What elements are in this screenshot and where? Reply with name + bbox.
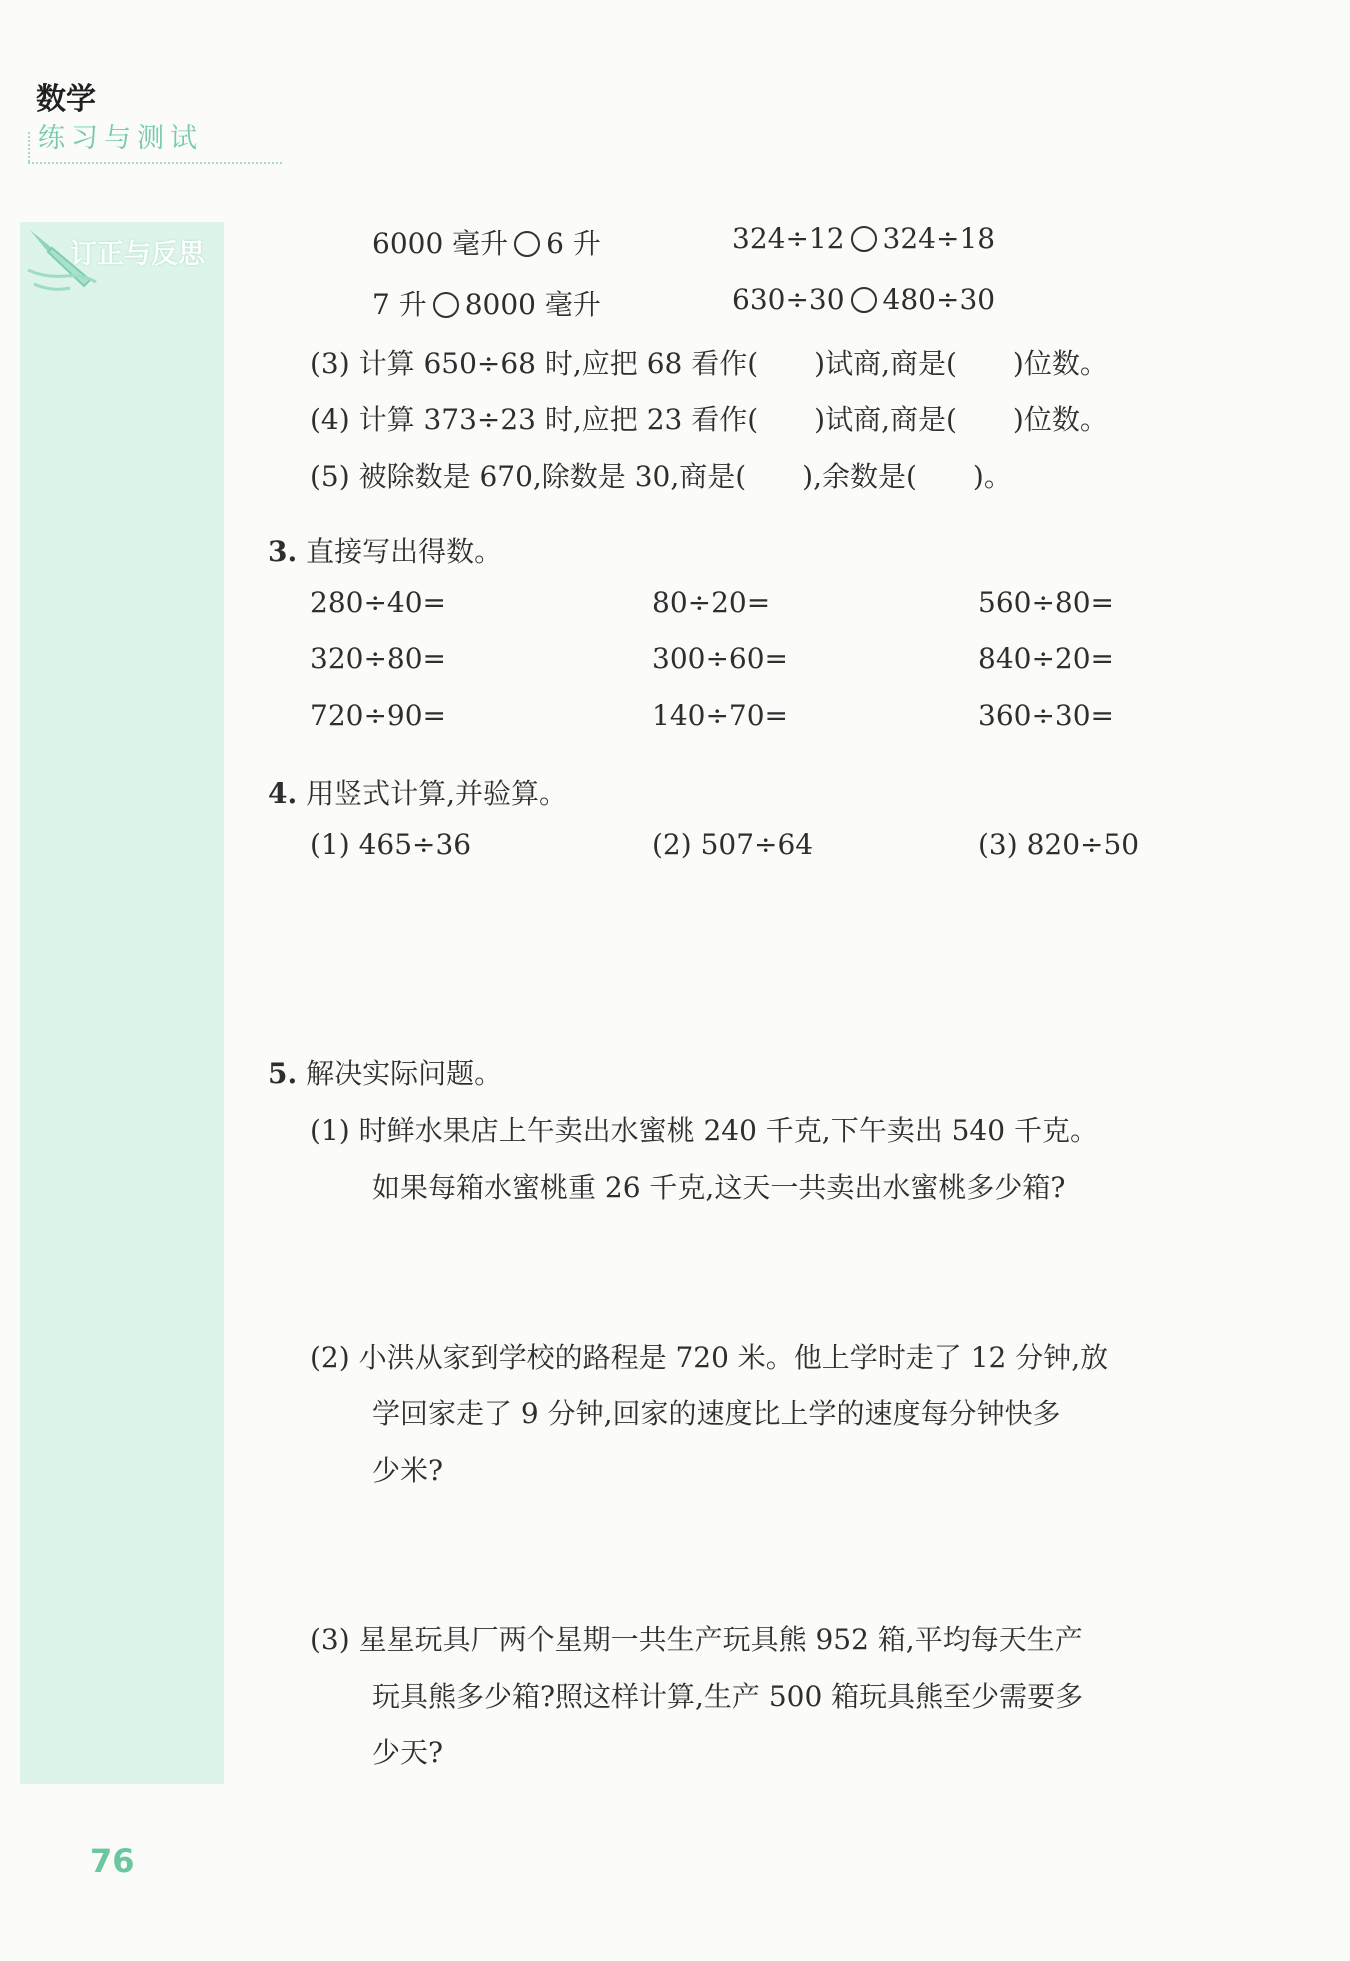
answer-circle[interactable] xyxy=(433,292,459,318)
compare-left: 324÷12 xyxy=(732,222,845,255)
word-problem-1-line: (1) 时鲜水果店上午卖出水蜜桃 240 千克,下午卖出 540 千克。 xyxy=(310,1114,1098,1147)
compare-item-4 xyxy=(732,283,995,316)
mental-math-item: 300÷60= xyxy=(652,642,788,675)
mental-math-item: 320÷80= xyxy=(310,642,446,675)
word-problem-3-line: 少天? xyxy=(372,1736,444,1769)
compare-right: 6 升 xyxy=(546,227,601,260)
question-title: 解决实际问题。 xyxy=(306,1057,503,1090)
question-title: 直接写出得数。 xyxy=(306,535,503,568)
vertical-calc-item: (3) 820÷50 xyxy=(978,828,1140,861)
answer-circle[interactable] xyxy=(514,231,540,257)
mental-math-item: 840÷20= xyxy=(978,642,1114,675)
question-5 xyxy=(268,1052,502,1092)
correction-sidebar xyxy=(20,222,224,1784)
question-number: 5. xyxy=(268,1057,298,1090)
mental-math-item: 560÷80= xyxy=(978,586,1114,619)
mental-math-item: 360÷30= xyxy=(978,699,1114,732)
compare-left: 6000 毫升 xyxy=(372,227,509,260)
mental-math-item: 720÷90= xyxy=(310,699,446,732)
vertical-calc-item: (1) 465÷36 xyxy=(310,828,472,861)
word-problem-1-line: 如果每箱水蜜桃重 26 千克,这天一共卖出水蜜桃多少箱? xyxy=(372,1171,1066,1204)
word-problem-3-line: 玩具熊多少箱?照这样计算,生产 500 箱玩具熊至少需要多 xyxy=(372,1680,1084,1713)
header-divider-vertical xyxy=(28,132,30,162)
word-problem-2-line: 少米? xyxy=(372,1454,444,1487)
page-number: 76 xyxy=(90,1842,135,1880)
fill-in-3: (3) 计算 650÷68 时,应把 68 看作( )试商,商是( )位数。 xyxy=(310,347,1108,380)
question-number: 3. xyxy=(268,535,298,568)
question-3 xyxy=(268,530,502,570)
mental-math-item: 80÷20= xyxy=(652,586,771,619)
header-divider xyxy=(28,162,282,164)
word-problem-2-line: 学回家走了 9 分钟,回家的速度比上学的速度每分钟快多 xyxy=(372,1397,1061,1430)
sidebar-badge: 订正与反思 xyxy=(70,239,205,270)
compare-left: 630÷30 xyxy=(732,283,845,316)
compare-item-3 xyxy=(372,283,601,323)
word-problem-2-line: (2) 小洪从家到学校的路程是 720 米。他上学时走了 12 分钟,放 xyxy=(310,1341,1109,1374)
mental-math-item: 280÷40= xyxy=(310,586,446,619)
compare-right: 324÷18 xyxy=(882,222,996,255)
fill-in-4: (4) 计算 373÷23 时,应把 23 看作( )试商,商是( )位数。 xyxy=(310,403,1108,436)
compare-item-2 xyxy=(732,222,995,255)
vertical-calc-item: (2) 507÷64 xyxy=(652,828,814,861)
mental-math-item: 140÷70= xyxy=(652,699,788,732)
word-problem-3-line: (3) 星星玩具厂两个星期一共生产玩具熊 952 箱,平均每天生产 xyxy=(310,1623,1083,1656)
question-title: 用竖式计算,并验算。 xyxy=(306,777,568,810)
book-title: 数学 xyxy=(36,82,96,117)
compare-left: 7 升 xyxy=(372,288,427,321)
book-subtitle: 练习与测试 xyxy=(38,123,203,154)
answer-circle[interactable] xyxy=(851,287,877,313)
question-4 xyxy=(268,772,567,812)
compare-right: 480÷30 xyxy=(882,283,996,316)
compare-right: 8000 毫升 xyxy=(464,288,601,321)
question-number: 4. xyxy=(268,777,298,810)
answer-circle[interactable] xyxy=(851,226,877,252)
compare-item-1 xyxy=(372,222,601,262)
fill-in-5: (5) 被除数是 670,除数是 30,商是( ),余数是( )。 xyxy=(310,460,1012,493)
